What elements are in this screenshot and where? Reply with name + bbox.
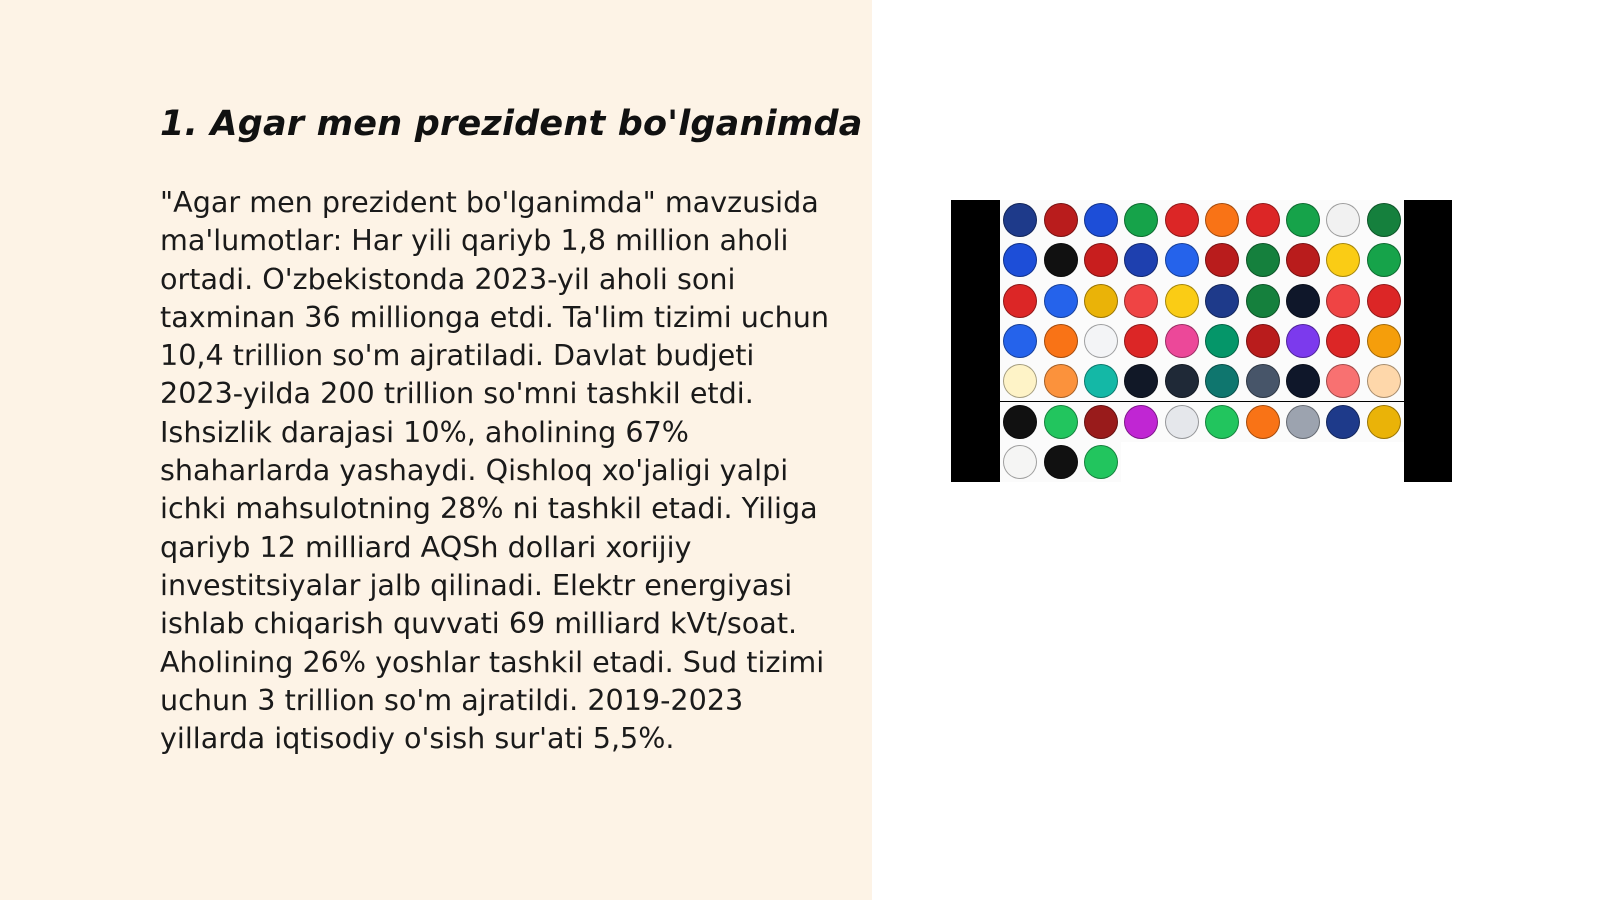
icon-cell (1121, 442, 1161, 482)
iran-flag-icon (1246, 243, 1280, 277)
icon-cell (1323, 200, 1363, 240)
icon-cell (1040, 361, 1080, 401)
icon-cell (1121, 321, 1161, 361)
icon-cell (1000, 240, 1040, 280)
icon-cell (1242, 442, 1282, 482)
icon-cell (1364, 281, 1404, 321)
icon-cell (1202, 281, 1242, 321)
purple-symbol-icon (1124, 405, 1158, 439)
spain-flag-icon (1367, 284, 1401, 318)
smiley-face-icon (1003, 364, 1037, 398)
texas-flag-icon (1084, 203, 1118, 237)
north-korea-flag-icon (1124, 243, 1158, 277)
icon-cell (1081, 402, 1121, 442)
denmark-flag-icon (1246, 203, 1280, 237)
green-spiral-icon (1205, 405, 1239, 439)
slide-title: 1. Agar men prezident bo'lganimda (160, 104, 863, 144)
taiwan-flag-icon (1003, 284, 1037, 318)
white-orange-ring-icon (1367, 364, 1401, 398)
icon-cell (1000, 200, 1040, 240)
icon-cell (1202, 200, 1242, 240)
portugal-flag-icon (1367, 243, 1401, 277)
icon-cell (1000, 402, 1040, 442)
icon-cell (1202, 402, 1242, 442)
icon-cell (1202, 240, 1242, 280)
icon-cell (1283, 321, 1323, 361)
icon-cell (1162, 402, 1202, 442)
icon-cell (1000, 442, 1040, 482)
icon-cell (1364, 240, 1404, 280)
icon-cell (1242, 281, 1282, 321)
icon-cell (1162, 240, 1202, 280)
icon-cell (1323, 442, 1363, 482)
icon-cell (1121, 200, 1161, 240)
tumblr-icon (1165, 364, 1199, 398)
austria-flag-icon (1084, 243, 1118, 277)
icon-cell (1040, 321, 1080, 361)
icon-cell (1283, 281, 1323, 321)
canada-flag-icon (1165, 203, 1199, 237)
estonia-flag-icon (1286, 284, 1320, 318)
ukraine-flag-icon (1326, 243, 1360, 277)
icon-cell (1323, 240, 1363, 280)
yellow-emblem-icon (1165, 284, 1199, 318)
icon-cell (1040, 281, 1080, 321)
globe-icon (1205, 364, 1239, 398)
icon-cell (1364, 321, 1404, 361)
icon-cell (1081, 321, 1121, 361)
iron-cross-icon (1084, 324, 1118, 358)
icon-cell (1364, 402, 1404, 442)
germany-flag-icon (1044, 243, 1078, 277)
switzerland-flag-icon (1124, 284, 1158, 318)
icon-cell (1000, 281, 1040, 321)
usa-flag-icon (1044, 203, 1078, 237)
icon-cell (1081, 442, 1121, 482)
nigeria-flag-icon (1246, 284, 1280, 318)
gold-face-icon (1367, 405, 1401, 439)
icon-cell (1162, 442, 1202, 482)
steam-icon (1286, 364, 1320, 398)
icon-cell (1040, 442, 1080, 482)
mexico-flag-icon (1124, 203, 1158, 237)
icon-cell (1202, 442, 1242, 482)
icon-cell (1242, 361, 1282, 401)
icon-cell (1283, 442, 1323, 482)
icon-cell (1081, 361, 1121, 401)
icon-cell (1364, 442, 1404, 482)
icon-cell (1242, 240, 1282, 280)
brazil-flag-icon (1367, 203, 1401, 237)
icon-grid (1000, 200, 1404, 482)
icon-cell (1242, 200, 1282, 240)
japan-flag-icon (1326, 203, 1360, 237)
red-emblem-icon (1124, 324, 1158, 358)
icon-cell (1202, 321, 1242, 361)
quebec-flag-icon (1003, 243, 1037, 277)
icon-cell (1000, 361, 1040, 401)
icon-cell (1242, 321, 1282, 361)
pink-badge-icon (1165, 324, 1199, 358)
icon-cell (1040, 200, 1080, 240)
black-swirl-icon (1124, 364, 1158, 398)
white-face-icon (1003, 445, 1037, 479)
icon-cell (1162, 281, 1202, 321)
icon-cell (1081, 200, 1121, 240)
icon-cell (1283, 402, 1323, 442)
icon-cell (1000, 321, 1040, 361)
australia-flag-icon (1205, 284, 1239, 318)
white-v-icon (1165, 405, 1199, 439)
icon-cell (1040, 240, 1080, 280)
canada-leaf-icon (1326, 284, 1360, 318)
icon-cell (1081, 240, 1121, 280)
ireland-flag-icon (1205, 203, 1239, 237)
iraq-flag-icon (1286, 243, 1320, 277)
icon-cell (1283, 240, 1323, 280)
green-figure-icon (1084, 445, 1118, 479)
icon-cell (1364, 361, 1404, 401)
dark-red-badge-icon (1084, 405, 1118, 439)
orange-smile-icon (1367, 324, 1401, 358)
icon-cell (1323, 281, 1363, 321)
slide-body-text: "Agar men prezident bo'lganimda" mavzusida ma'lumotlar: Har yili qariyb 1,8 million aholi ortadi. O'zbekistonda 2023-yil aholi soni taxminan 36 millionga etdi. Ta'lim tizimi uchun 10,4 trillion so'm ajratiladi. Davlat budjeti 2023-yilda 200 trillion so'mni tashkil etdi. Ishsizlik darajasi 10%, aholining 67% shaharlarda yashaydi. Qishloq xo'jaligi yalpi ichki mahsulotning 28% ni tashkil etadi. Yiliga qariyb 12 milliard AQSh dollari xorijiy investitsiyalar jalb qilinadi. Elektr energiyasi ishlab chiqarish quvvati 69 milliard kVt/soat. Aholining 26% yoshlar tashkil etadi. Sud tizimi uchun 3 trillion so'm ajratildi. 2019-2023 yillarda iqtisodiy o'sish sur'ati 5,5%. (160, 185, 830, 756)
icon-cell (1121, 361, 1161, 401)
icon-cell (1162, 200, 1202, 240)
world-map-icon (1246, 364, 1280, 398)
icon-cell (1242, 402, 1282, 442)
alien-face-icon (1286, 405, 1320, 439)
angry-face-icon (1326, 364, 1360, 398)
icon-cell (1202, 361, 1242, 401)
icon-cell (1283, 361, 1323, 401)
icon-cell (1162, 321, 1202, 361)
icon-cell (1121, 281, 1161, 321)
green-badge-icon (1205, 324, 1239, 358)
russia-flag-icon (1044, 284, 1078, 318)
italy-flag-icon (1286, 203, 1320, 237)
icon-cell (1283, 200, 1323, 240)
orange-oval-icon (1246, 405, 1280, 439)
icon-cell (1323, 361, 1363, 401)
hammer-sickle-icon (1326, 324, 1360, 358)
icon-cell (1364, 200, 1404, 240)
skull-badge-icon (1003, 405, 1037, 439)
icon-cell (1162, 361, 1202, 401)
blue-face-icon (1326, 405, 1360, 439)
icon-cell (1323, 321, 1363, 361)
purple-badge-icon (1286, 324, 1320, 358)
norway-flag-icon (1205, 243, 1239, 277)
confederate-flag-icon (1246, 324, 1280, 358)
orange-face-icon (1044, 324, 1078, 358)
sweden-flag-icon (1003, 324, 1037, 358)
black-scribble-icon (1044, 445, 1078, 479)
icon-cell (1121, 402, 1161, 442)
icon-cell (1040, 402, 1080, 442)
teal-chat-icon (1084, 364, 1118, 398)
male-symbol-icon (1044, 405, 1078, 439)
uk-flag-icon (1003, 203, 1037, 237)
gadsden-flag-icon (1084, 284, 1118, 318)
icon-cell (1323, 402, 1363, 442)
orange-disc-icon (1044, 364, 1078, 398)
france-flag-icon (1165, 243, 1199, 277)
icon-cell (1081, 281, 1121, 321)
icon-cell (1121, 240, 1161, 280)
flag-icons-image (951, 200, 1452, 482)
